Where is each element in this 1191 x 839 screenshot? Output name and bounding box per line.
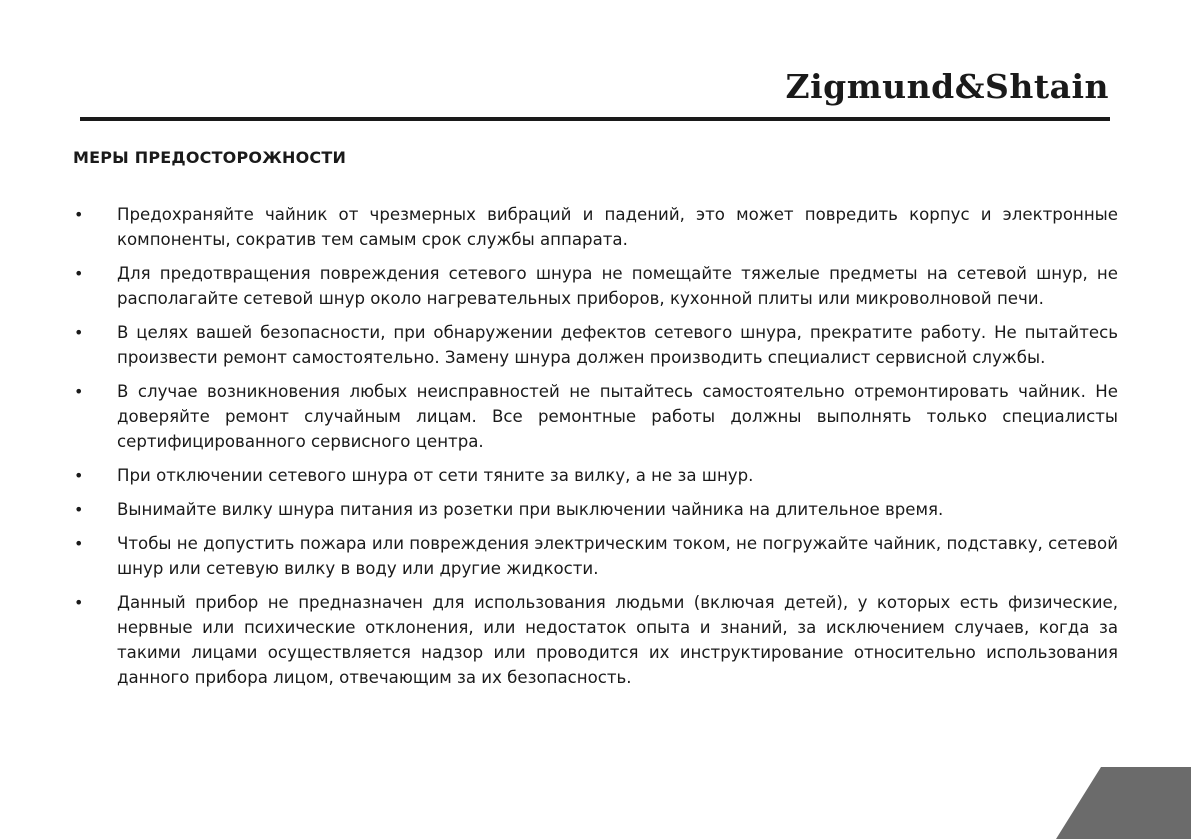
list-item-text: Чтобы не допустить пожара или повреждения электрическим током, не погружайте чайник, подставку, сетевой шнур или сетевую вилку в воду или другие жидкости. xyxy=(117,534,1118,578)
bullet-icon: • xyxy=(74,205,84,224)
list-item-text: Для предотвращения повреждения сетевого шнура не помещайте тяжелые предметы на сетевой шнур, не располагайте сетевой шнур около нагревательных приборов, кухонной плиты или микроволновой печи. xyxy=(117,264,1118,308)
list-item-text: В целях вашей безопасности, при обнаружении дефектов сетевого шнура, прекратите работу. Не пытайтесь произвести ремонт самостоятельно. Замену шнура должен производить специалист сервисной службы. xyxy=(117,323,1118,367)
header-divider xyxy=(80,117,1110,121)
bullet-icon: • xyxy=(74,323,84,342)
list-item-text: Данный прибор не предназначен для использования людьми (включая детей), у которых есть физические, нервные или психические отклонения, или недостаток опыта и знаний, за исключением случаев, когда за такими лицами осуществляется надзор или проводится их инструктирование относительно использования данного прибора лицом, отвечающим за их безопасность. xyxy=(117,593,1118,687)
list-item xyxy=(73,590,1118,690)
list-item xyxy=(73,202,1118,252)
bullet-icon: • xyxy=(74,534,84,553)
bullet-icon: • xyxy=(74,264,84,283)
bullet-icon: • xyxy=(74,382,84,401)
list-item-text: При отключении сетевого шнура от сети тяните за вилку, а не за шнур. xyxy=(117,466,754,485)
list-item xyxy=(73,261,1118,311)
list-item xyxy=(73,320,1118,370)
page-corner-tab xyxy=(1056,767,1191,839)
list-item xyxy=(73,463,1118,488)
list-item-text: Предохраняйте чайник от чрезмерных вибраций и падений, это может повредить корпус и электронные компоненты, сократив тем самым срок службы аппарата. xyxy=(117,205,1118,249)
precautions-list xyxy=(73,202,1118,699)
bullet-icon: • xyxy=(74,500,84,519)
list-item-text: Вынимайте вилку шнура питания из розетки при выключении чайника на длительное время. xyxy=(117,500,944,519)
list-item-text: В случае возникновения любых неисправностей не пытайтесь самостоятельно отремонтировать чайник. Не доверяйте ремонт случайным лицам. Все ремонтные работы должны выполнять только специалисты сертифицированного сервисного центра. xyxy=(117,382,1118,451)
list-item xyxy=(73,531,1118,581)
list-item xyxy=(73,379,1118,454)
bullet-icon: • xyxy=(74,466,84,485)
bullet-icon: • xyxy=(74,593,84,612)
brand-logo: Zigmund&Shtain xyxy=(785,67,1109,106)
section-title: МЕРЫ ПРЕДОСТОРОЖНОСТИ xyxy=(73,148,347,167)
list-item xyxy=(73,497,1118,522)
